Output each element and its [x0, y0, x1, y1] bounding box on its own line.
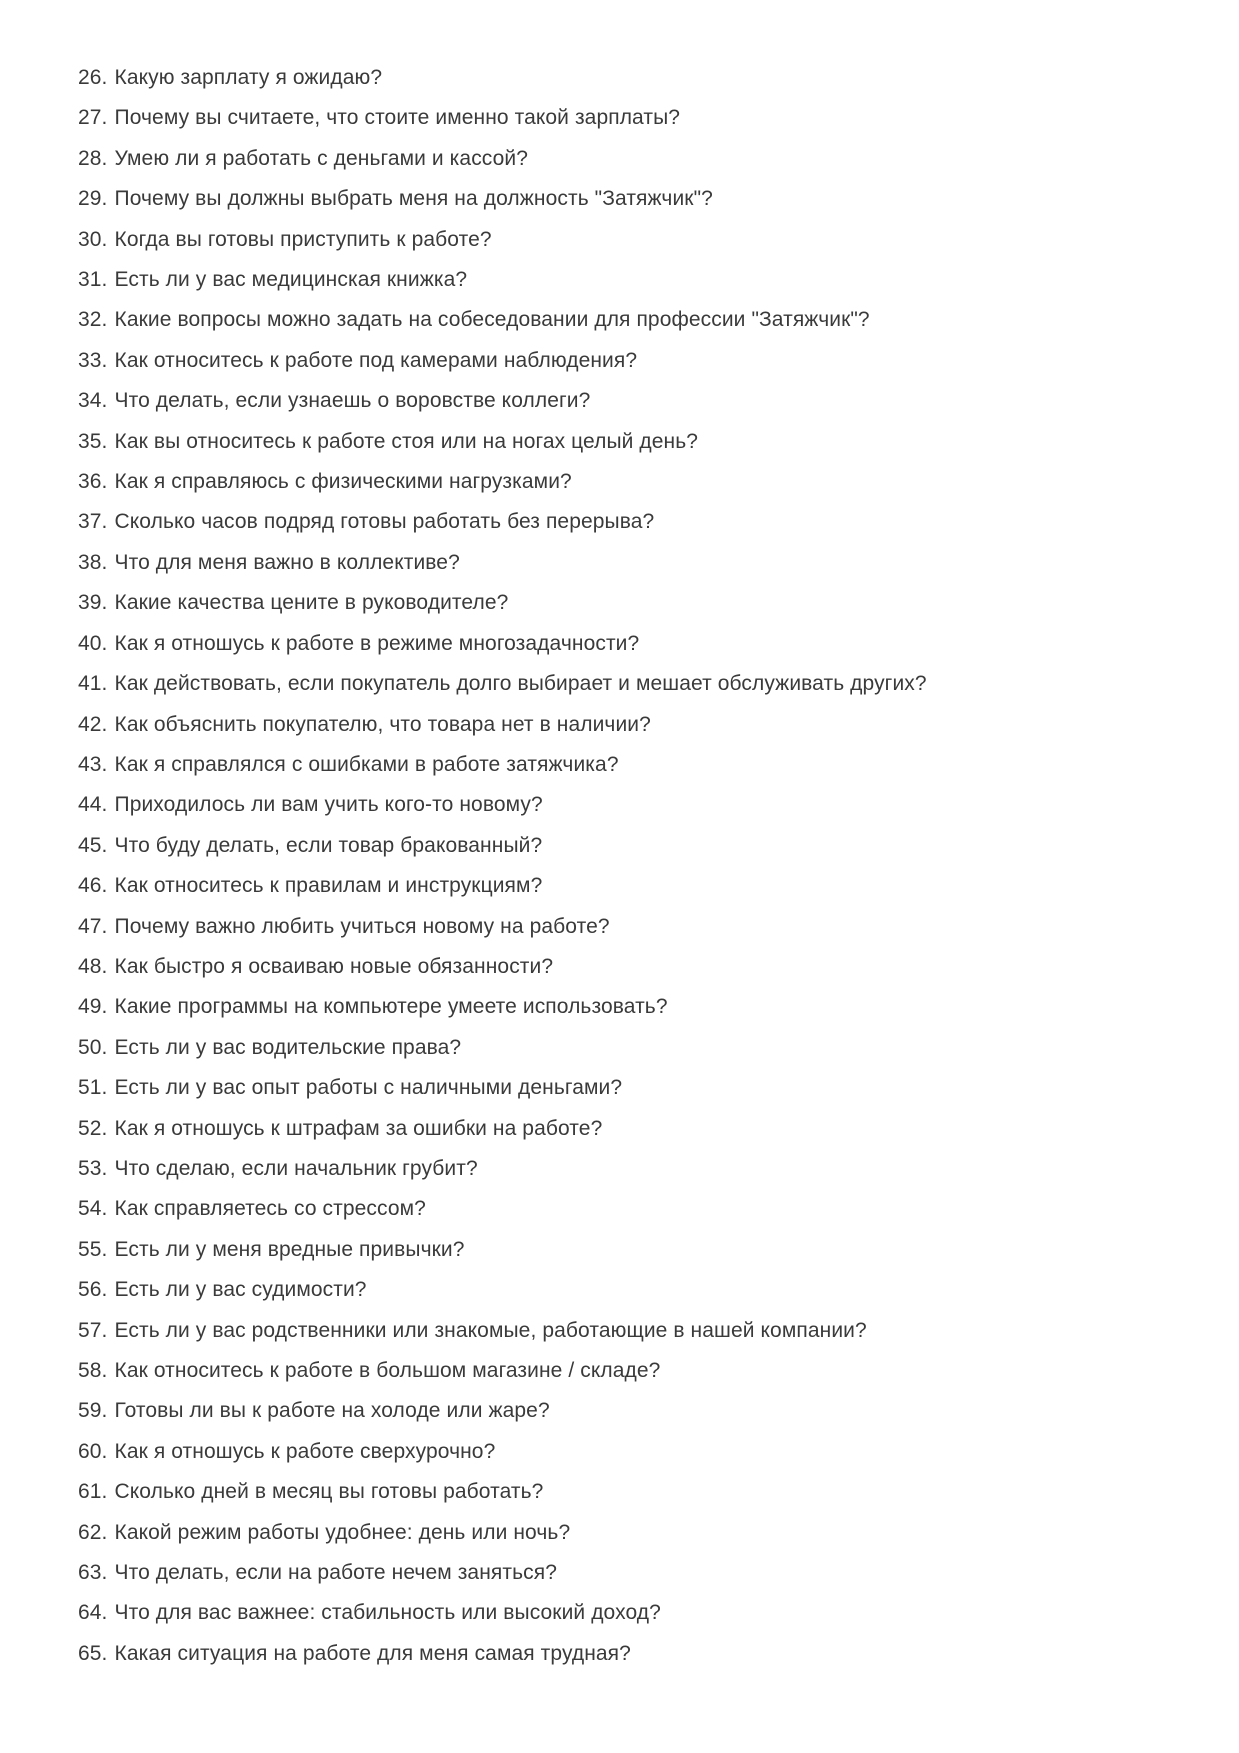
question-item — [78, 179, 1209, 219]
question-text: Какой режим работы удобнее: день или ночь? — [114, 1520, 571, 1544]
question-item — [78, 58, 1209, 98]
question-text: Что делать, если узнаешь о воровстве коллеги? — [114, 389, 591, 413]
question-number: 27. — [78, 106, 108, 130]
question-item — [78, 664, 1209, 704]
question-number: 40. — [78, 631, 108, 655]
question-number: 39. — [78, 591, 108, 615]
question-number: 38. — [78, 550, 108, 574]
question-item — [78, 139, 1209, 179]
question-text: Что для меня важно в коллективе? — [114, 550, 460, 574]
question-item — [78, 1189, 1209, 1229]
question-number: 61. — [78, 1480, 108, 1504]
question-item — [78, 1149, 1209, 1189]
question-item — [78, 705, 1209, 745]
question-text: Есть ли у вас медицинская книжка? — [114, 268, 468, 292]
question-number: 53. — [78, 1156, 108, 1180]
question-text: Сколько часов подряд готовы работать без перерыва? — [114, 510, 655, 534]
question-text: Есть ли у вас судимости? — [114, 1278, 367, 1302]
question-text: Есть ли у меня вредные привычки? — [114, 1237, 465, 1261]
question-text: Как относитесь к работе в большом магазине / складе? — [114, 1359, 661, 1382]
question-text: Как вы относитесь к работе стоя или на ногах целый день? — [114, 429, 699, 453]
question-item — [78, 987, 1209, 1027]
question-item — [78, 826, 1209, 866]
question-text: Что сделаю, если начальник грубит? — [114, 1156, 478, 1180]
question-text: Есть ли у вас родственники или знакомые, работающие в нашей компании? — [114, 1318, 867, 1342]
question-number: 42. — [78, 712, 108, 736]
question-text: Какую зарплату я ожидаю? — [114, 66, 383, 89]
question-number: 50. — [78, 1035, 108, 1059]
question-item — [78, 1513, 1209, 1553]
question-item — [78, 502, 1209, 542]
question-number: 43. — [78, 752, 108, 776]
question-number: 29. — [78, 187, 108, 211]
question-text: Как действовать, если покупатель долго выбирает и мешает обслуживать других? — [114, 672, 927, 696]
question-item — [78, 745, 1209, 785]
question-item — [78, 907, 1209, 947]
question-item — [78, 785, 1209, 825]
question-number: 55. — [78, 1237, 108, 1261]
question-text: Почему вы считаете, что стоите именно такой зарплаты? — [114, 106, 681, 130]
question-number: 63. — [78, 1561, 108, 1585]
question-text: Как объяснить покупателю, что товара нет в наличии? — [114, 712, 651, 736]
question-item — [78, 341, 1209, 381]
question-item — [78, 1432, 1209, 1472]
question-item — [78, 1553, 1209, 1593]
question-item — [78, 1391, 1209, 1431]
question-number: 28. — [78, 146, 108, 170]
question-item — [78, 220, 1209, 260]
question-number: 57. — [78, 1318, 108, 1342]
question-text: Как относитесь к работе под камерами наблюдения? — [114, 348, 638, 372]
question-number: 37. — [78, 510, 108, 534]
question-number: 36. — [78, 470, 108, 494]
question-text: Как я отношусь к штрафам за ошибки на работе? — [114, 1116, 603, 1140]
question-number: 44. — [78, 793, 108, 817]
question-item — [78, 1593, 1209, 1633]
question-number: 32. — [78, 308, 108, 332]
question-text: Как я справлялся с ошибками в работе затяжчика? — [114, 752, 619, 776]
question-item — [78, 947, 1209, 987]
question-text: Как я отношусь к работе в режиме многозадачности? — [114, 631, 640, 655]
question-text: Почему вы должны выбрать меня на должность "Затяжчик"? — [114, 187, 713, 211]
question-item — [78, 260, 1209, 300]
question-number: 46. — [78, 874, 108, 898]
question-text: Что буду делать, если товар бракованный? — [114, 833, 543, 857]
question-item — [78, 1351, 1209, 1391]
question-item — [78, 624, 1209, 664]
question-text: Есть ли у вас водительские права? — [114, 1035, 462, 1059]
question-number: 62. — [78, 1520, 108, 1544]
question-text: Почему важно любить учиться новому на работе? — [114, 914, 610, 938]
question-item — [78, 583, 1209, 623]
question-number: 52. — [78, 1116, 108, 1140]
question-text: Как справляетесь со стрессом? — [114, 1197, 426, 1221]
question-text: Как я отношусь к работе сверхурочно? — [114, 1439, 496, 1463]
question-text: Какие программы на компьютере умеете использовать? — [114, 995, 668, 1019]
question-text: Умею ли я работать с деньгами и кассой? — [114, 146, 529, 170]
question-text: Приходилось ли вам учить кого-то новому? — [114, 793, 543, 817]
question-text: Что делать, если на работе нечем заняться? — [114, 1561, 557, 1585]
question-number: 41. — [78, 672, 108, 696]
question-number: 45. — [78, 833, 108, 857]
question-item — [78, 98, 1209, 138]
question-number: 33. — [78, 348, 108, 372]
question-item — [78, 543, 1209, 583]
question-item — [78, 1472, 1209, 1512]
question-item — [78, 1230, 1209, 1270]
question-number: 64. — [78, 1601, 108, 1625]
question-number: 30. — [78, 227, 108, 251]
question-item — [78, 381, 1209, 421]
question-text: Есть ли у вас опыт работы с наличными деньгами? — [114, 1076, 623, 1100]
question-item — [78, 462, 1209, 502]
question-number: 34. — [78, 389, 108, 413]
question-item — [78, 1311, 1209, 1351]
question-number: 58. — [78, 1359, 108, 1382]
question-text: Как относитесь к правилам и инструкциям? — [114, 874, 543, 898]
question-number: 47. — [78, 914, 108, 938]
question-number: 48. — [78, 954, 108, 978]
question-number: 49. — [78, 995, 108, 1019]
question-text: Какие вопросы можно задать на собеседовании для профессии "Затяжчик"? — [114, 308, 870, 332]
question-text: Какие качества цените в руководителе? — [114, 591, 509, 615]
question-number: 60. — [78, 1439, 108, 1463]
question-item — [78, 1109, 1209, 1149]
question-text: Как быстро я осваиваю новые обязанности? — [114, 954, 554, 978]
question-text: Готовы ли вы к работе на холоде или жаре? — [114, 1399, 550, 1423]
question-text: Когда вы готовы приступить к работе? — [114, 227, 492, 251]
question-number: 51. — [78, 1076, 108, 1100]
question-text: Сколько дней в месяц вы готовы работать? — [114, 1480, 544, 1504]
question-item — [78, 1634, 1209, 1674]
question-number: 65. — [78, 1641, 108, 1665]
question-number: 31. — [78, 268, 108, 292]
question-number: 54. — [78, 1197, 108, 1221]
question-number: 26. — [78, 66, 108, 89]
question-item — [78, 866, 1209, 906]
question-item — [78, 300, 1209, 340]
question-text: Как я справляюсь с физическими нагрузками? — [114, 470, 572, 494]
question-item — [78, 422, 1209, 462]
question-text: Какая ситуация на работе для меня самая трудная? — [114, 1641, 631, 1665]
question-number: 35. — [78, 429, 108, 453]
question-text: Что для вас важнее: стабильность или высокий доход? — [114, 1601, 661, 1625]
question-number: 59. — [78, 1399, 108, 1423]
question-item — [78, 1068, 1209, 1108]
question-item — [78, 1028, 1209, 1068]
question-number: 56. — [78, 1278, 108, 1302]
question-list — [78, 58, 1209, 1674]
question-item — [78, 1270, 1209, 1310]
